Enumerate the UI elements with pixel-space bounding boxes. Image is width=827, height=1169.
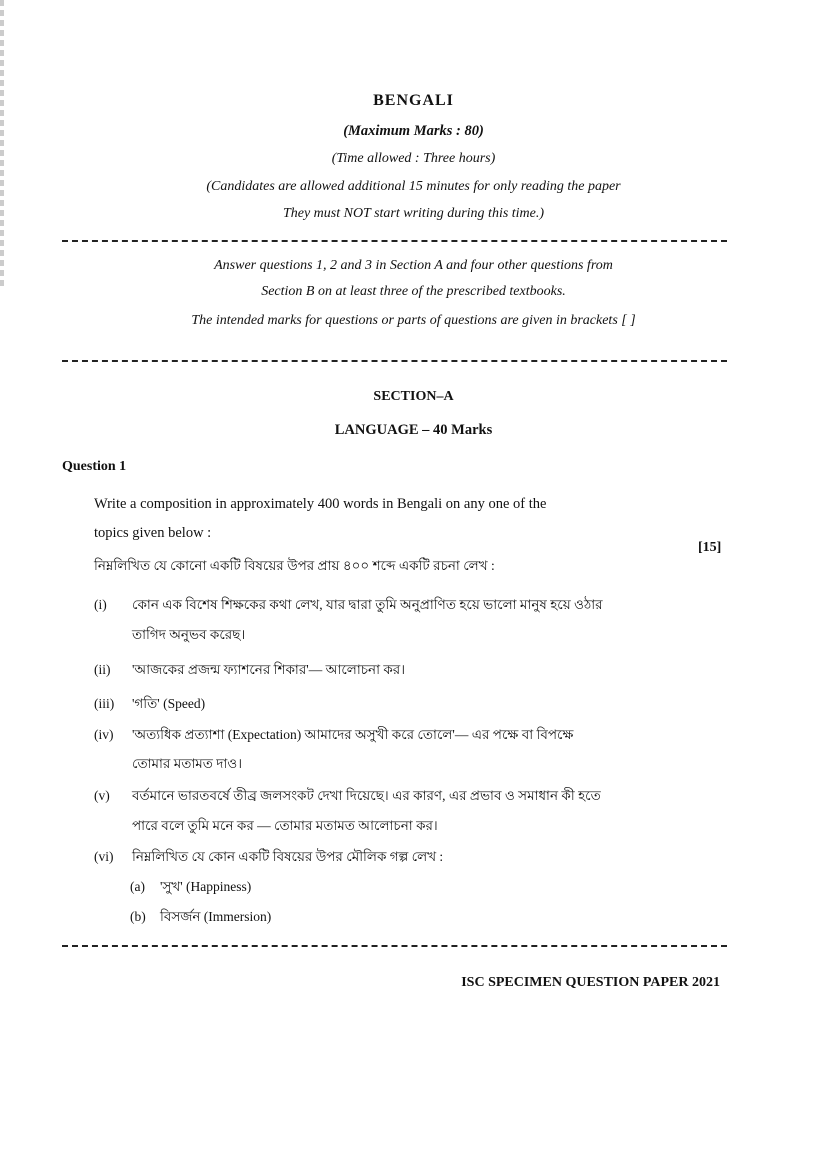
sub-item-text: বিসর্জন (Immersion) [160, 909, 272, 924]
footer-paper-title: ISC SPECIMEN QUESTION PAPER 2021 [461, 975, 720, 990]
question-label: Question 1 [62, 459, 127, 474]
list-item [94, 846, 443, 869]
item-number: (i) [94, 597, 107, 612]
intro-bengali: নিম্নলিখিত যে কোনো একটি বিষয়ের উপর প্রায় ৪০০ শব্দে একটি রচনা লেখ : [94, 558, 495, 573]
item-continuation: তাগিদ অনুভব করেছ। [132, 627, 246, 642]
item-number: (v) [94, 788, 110, 803]
list-item [94, 785, 601, 808]
item-text: কোন এক বিশেষ শিক্ষকের কথা লেখ, যার দ্বারা তুমি অনুপ্রাণিত হয়ে ভালো মানুষ হয়ে ওঠার [132, 597, 603, 612]
list-item [94, 659, 405, 682]
divider [62, 240, 727, 242]
item-text: 'গতি' (Speed) [132, 696, 206, 711]
sub-item [130, 906, 271, 929]
divider [62, 360, 727, 362]
divider [62, 945, 727, 947]
sub-item-number: (b) [130, 909, 146, 924]
item-number: (iii) [94, 696, 115, 711]
item-continuation: পারে বলে তুমি মনে কর — তোমার মতামত আলোচনা কর। [132, 818, 438, 833]
item-text: 'আজকের প্রজন্ম ফ্যাশনের শিকার'— আলোচনা কর। [132, 662, 406, 677]
item-text: নিম্নলিখিত যে কোন একটি বিষয়ের উপর মৌলিক গল্প লেখ : [132, 849, 444, 864]
subject-title: BENGALI [373, 92, 454, 109]
list-item [94, 594, 603, 617]
item-number: (ii) [94, 662, 111, 677]
list-item [94, 693, 205, 716]
sub-item-text: 'সুখ' (Happiness) [160, 879, 252, 894]
intro-english-1: Write a composition in approximately 400 words in Bengali on any one of the [94, 496, 547, 512]
sub-item [130, 876, 251, 899]
item-text: বর্তমানে ভারতবর্ষে তীব্র জলসংকট দেখা দিয়েছে। এর কারণ, এর প্রভাব ও সমাধান কী হতে [132, 788, 601, 803]
item-continuation: তোমার মতামত দাও। [132, 756, 243, 771]
reading-note-2: They must NOT start writing during this time.) [282, 206, 545, 221]
item-number: (iv) [94, 727, 114, 742]
item-number: (vi) [94, 849, 114, 864]
item-text: 'অত্যধিক প্রত্যাশা (Expectation) আমাদের অসুখী করে তোলে'— এর পক্ষে বা বিপক্ষে [132, 727, 574, 742]
question-marks: [15] [698, 540, 722, 555]
instruction-line-3: The intended marks for questions or parts of questions are given in brackets [ ] [191, 313, 636, 328]
intro-english-2: topics given below : [94, 525, 212, 541]
time-allowed: (Time allowed : Three hours) [331, 151, 496, 166]
section-title: SECTION–A [373, 389, 454, 404]
section-subtitle: LANGUAGE – 40 Marks [334, 422, 493, 438]
instruction-line-1: Answer questions 1, 2 and 3 in Section A and four other questions from [214, 258, 613, 273]
list-item [94, 724, 573, 747]
sub-item-number: (a) [130, 879, 145, 894]
instruction-line-2: Section B on at least three of the prescribed textbooks. [261, 284, 566, 299]
reading-note-1: (Candidates are allowed additional 15 minutes for only reading the paper [206, 179, 621, 194]
max-marks: (Maximum Marks : 80) [343, 123, 484, 139]
scan-edge-artifact [0, 0, 4, 290]
